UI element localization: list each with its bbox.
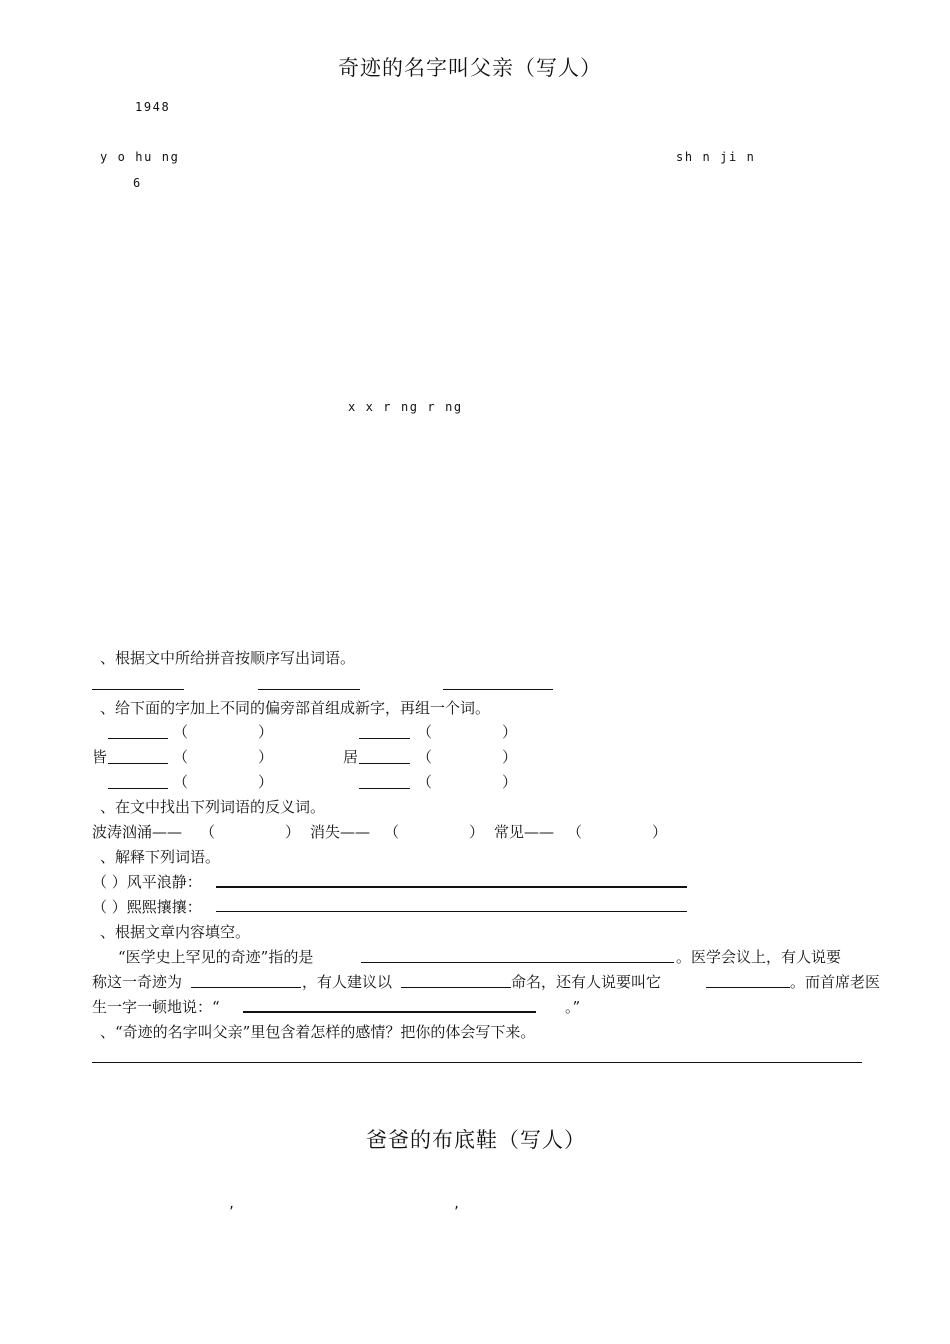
fill-text: 命名，还有人说要叫它 xyxy=(511,973,662,991)
definition-item: （ ）熙熙攘攘： xyxy=(92,898,202,916)
paren-open: （ xyxy=(173,723,189,741)
antonym-item: 常见—— xyxy=(494,823,555,841)
answer-blank[interactable] xyxy=(706,987,790,988)
answer-blank[interactable] xyxy=(359,788,410,789)
text-line: sh n ji n xyxy=(676,150,756,164)
paren-open: （ xyxy=(417,723,433,741)
fill-text: ，有人建议以 xyxy=(302,973,393,991)
text-line: x x r ng r ng xyxy=(348,400,463,414)
paren-open: （ xyxy=(200,823,216,841)
question-2: 、给下面的字加上不同的偏旁部首组成新字，再组一个词。 xyxy=(100,699,491,717)
question-5: 、根据文章内容填空。 xyxy=(100,923,251,941)
answer-blank[interactable] xyxy=(359,763,410,764)
answer-blank[interactable] xyxy=(191,987,301,988)
answer-blank[interactable] xyxy=(108,763,168,764)
paren-close: ） xyxy=(502,773,518,791)
paren-close: ） xyxy=(502,748,518,766)
text-line: , xyxy=(453,1197,462,1211)
answer-blank[interactable] xyxy=(359,738,410,739)
text-line: 1948 xyxy=(135,100,171,114)
fill-text: 生一字一顿地说：“ xyxy=(92,998,220,1016)
paren-close: ） xyxy=(469,823,485,841)
fill-text: 。医学会议上，有人说要 xyxy=(676,948,842,966)
answer-blank[interactable] xyxy=(443,689,553,690)
question-1: 、根据文中所给拼音按顺序写出词语。 xyxy=(100,649,356,667)
paren-close: ） xyxy=(258,773,274,791)
paren-open: （ xyxy=(173,773,189,791)
paren-close: ） xyxy=(258,723,274,741)
text-line: 6 xyxy=(133,176,142,190)
paren-close: ） xyxy=(502,723,518,741)
paren-close: ） xyxy=(258,748,274,766)
answer-blank[interactable] xyxy=(92,689,184,690)
answer-blank[interactable] xyxy=(361,962,674,963)
answer-blank[interactable] xyxy=(108,788,168,789)
doc2-title: 爸爸的布底鞋（写人） xyxy=(366,1128,586,1152)
paren-close: ） xyxy=(652,823,668,841)
answer-blank[interactable] xyxy=(401,987,511,988)
question-6: 、“奇迹的名字叫父亲”里包含着怎样的感情？把你的体会写下来。 xyxy=(100,1023,536,1041)
question-4: 、解释下列词语。 xyxy=(100,848,221,866)
text-line: , xyxy=(228,1197,237,1211)
fill-text: 称这一奇迹为 xyxy=(92,973,183,991)
fill-text: “医学史上罕见的奇迹”指的是 xyxy=(118,948,314,966)
definition-item: （ ）风平浪静： xyxy=(92,873,202,891)
answer-line[interactable] xyxy=(92,1062,862,1063)
antonym-item: 消失—— xyxy=(310,823,371,841)
paren-open: （ xyxy=(567,823,583,841)
paren-close: ） xyxy=(285,823,301,841)
answer-blank[interactable] xyxy=(216,886,687,888)
doc1-title: 奇迹的名字叫父亲（写人） xyxy=(338,56,602,80)
q2-char: 皆 xyxy=(92,748,108,766)
fill-text: 。而首席老医 xyxy=(790,973,881,991)
question-3: 、在文中找出下列词语的反义词。 xyxy=(100,798,326,816)
q2-char: 居 xyxy=(343,748,359,766)
answer-blank[interactable] xyxy=(243,1011,536,1013)
paren-open: （ xyxy=(417,748,433,766)
answer-blank[interactable] xyxy=(108,738,168,739)
paren-open: （ xyxy=(173,748,189,766)
paren-open: （ xyxy=(384,823,400,841)
paren-open: （ xyxy=(417,773,433,791)
text-line: y o hu ng xyxy=(100,150,180,164)
fill-text: 。” xyxy=(565,998,581,1016)
answer-blank[interactable] xyxy=(258,689,360,690)
answer-blank[interactable] xyxy=(216,911,687,912)
antonym-item: 波涛汹涌—— xyxy=(92,823,183,841)
